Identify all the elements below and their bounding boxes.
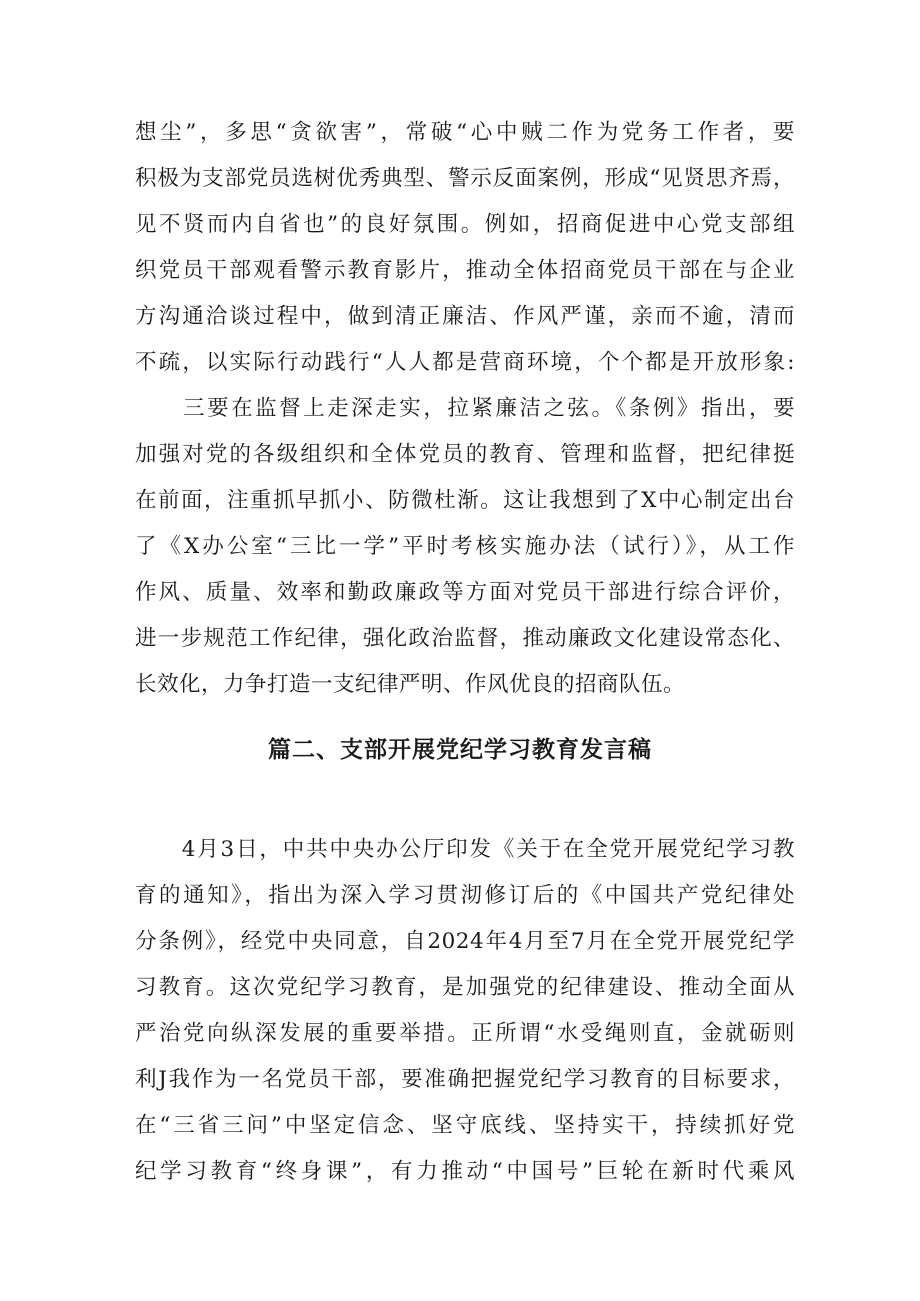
text-line: 不疏，以实际行动践行“人人都是营商环境，个个都是开放形象: [135,350,795,375]
text-line: 方沟通洽谈过程中，做到清正廉洁、作风严谨，亲而不逾，清而 [135,304,795,329]
text-line: 在“三省三问”中坚定信念、坚守底线、坚持实干，持续抓好党 [135,1113,795,1138]
paragraph-block-1 [135,110,795,708]
text-line: 作风、质量、效率和勤政廉政等方面对党员干部进行综合评价， [135,580,795,605]
text-line: 4月3日，中共中央办公厅印发《关于在全党开展党纪学习教 [135,837,795,862]
text-line: 长效化，力争打造一支纪律严明、作风优良的招商队伍。 [135,672,686,697]
paragraph-block-2 [135,827,795,1195]
text-line: 进一步规范工作纪律，强化政治监督，推动廉政文化建设常态化、 [135,626,795,651]
text-line: 见不贤而内自省也”的良好氛围。例如，招商促进中心党支部组 [135,212,795,237]
text-line: 在前面，注重抓早抓小、防微杜渐。这让我想到了X中心制定出台 [135,488,795,513]
text-line: 三要在监督上走深走实，拉紧廉洁之弦。《条例》指出，要 [135,396,795,421]
text-line: 纪学习教育“终身课”，有力推动“中国号”巨轮在新时代乘风 [135,1159,795,1184]
text-line: 积极为支部党员选树优秀典型、警示反面案例，形成“见贤思齐焉， [135,166,795,191]
text-line: 严治党向纵深发展的重要举措。正所谓“水受绳则直，金就砺则 [135,1021,795,1046]
section-heading: 篇二、支部开展党纪学习教育发言稿 [268,737,652,763]
text-line: 加强对党的各级组织和全体党员的教育、管理和监督，把纪律挺 [135,442,795,467]
text-line: 织党员干部观看警示教育影片，推动全体招商党员干部在与企业 [135,258,795,283]
text-line: 了《X办公室“三比一学”平时考核实施办法（试行）》，从工作 [135,534,795,559]
text-line: 育的通知》，指出为深入学习贯沏修订后的《中国共产党纪律处 [135,883,795,908]
text-line: 习教育。这次党纪学习教育，是加强党的纪律建设、推动全面从 [135,975,795,1000]
text-line: 利J我作为一名党员干部，要准确把握党纪学习教育的目标要求， [135,1067,795,1092]
text-line: 分条例》，经党中央同意，自2024年4月至7月在全党开展党纪学 [135,929,795,954]
text-line: 想尘”，多思“贪欲害”，常破“心中贼二作为党务工作者，要 [135,120,795,145]
